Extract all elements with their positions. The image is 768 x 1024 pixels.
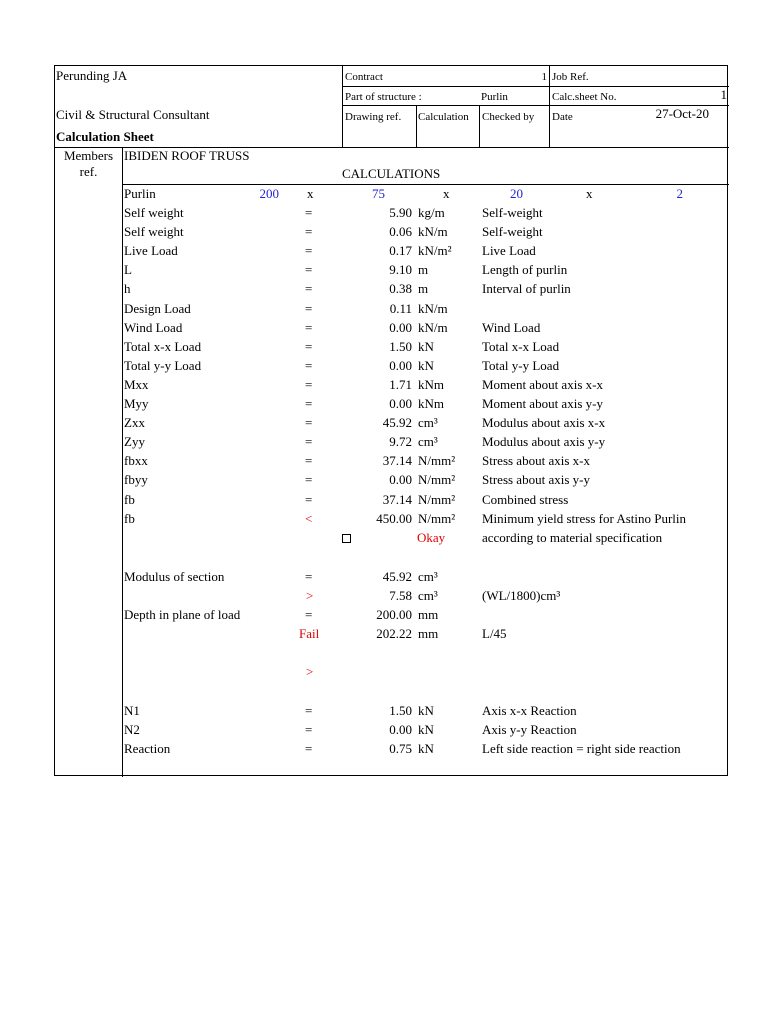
divider [479,105,480,148]
calc-unit: cm³ [418,415,438,431]
calc-unit: kN/m² [418,243,452,259]
depth-label: Depth in plane of load [124,607,241,622]
calc-description: Modulus about axis x-x [482,415,606,431]
calc-unit: N/mm² [418,491,456,507]
calc-operator: = [305,453,313,469]
calc-sheet-label: Calc.sheet No. [552,91,617,103]
part-label: Part of structure : [345,91,422,103]
calc-label: Live Load [124,243,178,259]
okay-status: Okay [417,530,446,545]
calc-label: fbxx [124,453,148,469]
modulus-required-unit: cm³ [418,588,438,603]
reaction-label: N2 [124,722,140,737]
calc-label: Total x-x Load [124,338,202,354]
reaction-description: Axis x-x Reaction [482,703,577,718]
calc-value: 0.06 [389,224,412,240]
calc-value: 9.72 [389,434,412,450]
reaction-description: Axis y-y Reaction [482,722,577,737]
calc-operator: = [305,415,313,431]
calc-sheet-value: 1 [720,87,727,102]
calc-value: 37.14 [382,491,412,507]
purlin-lip: 20 [510,186,523,201]
modulus-compare-operator: > [306,588,314,603]
calc-description: Total y-y Load [482,357,560,373]
depth-operator: = [305,607,313,622]
divider [342,86,729,87]
reaction-unit: kN [418,741,434,756]
reaction-unit: kN [418,703,434,718]
calc-unit: kNm [418,396,444,411]
depth-limit-unit: mm [418,626,439,641]
reaction-value: 0.00 [389,722,412,737]
drawing-ref-label: Drawing ref. [345,111,402,123]
calc-description: Wind Load [482,319,541,335]
reaction-operator: = [305,722,313,737]
calc-description: Minimum yield stress for Astino Purlin [482,510,687,526]
calc-label: Zxx [124,415,145,431]
calc-label: Zyy [124,434,145,450]
calc-unit: kN/m [418,224,448,240]
reaction-value: 0.75 [389,741,412,756]
calc-description: Modulus about axis y-y [482,434,606,450]
calc-label: h [124,281,131,297]
date-value: 27-Oct-20 [655,106,709,121]
calc-value: 0.00 [389,319,412,335]
calc-description: Combined stress [482,491,569,507]
calc-description: Self-weight [482,205,543,220]
calc-value: 0.00 [389,472,412,488]
calc-unit: N/mm² [418,510,456,526]
checkbox-icon [342,534,351,543]
calc-operator: = [305,243,313,259]
calc-label: fb [124,510,135,526]
reaction-description: Left side reaction = right side reaction [482,741,681,756]
calc-value: 37.14 [382,453,412,469]
modulus-formula: (WL/1800)cm³ [482,588,561,603]
times-sign: x [307,186,314,201]
reaction-operator: = [305,703,313,718]
calculations-heading: CALCULATIONS [342,166,441,181]
calc-label: fb [124,491,135,507]
calc-description: Self-weight [482,224,543,240]
calc-description: Live Load [482,243,536,259]
calc-unit: N/mm² [418,472,456,488]
divider [342,66,343,148]
calc-label: L [124,262,132,278]
calc-label: Myy [124,396,149,411]
contract-label: Contract [345,71,383,83]
reaction-label: N1 [124,703,140,718]
modulus-unit: cm³ [418,569,438,584]
part-value: Purlin [481,91,508,103]
calc-operator: = [305,338,313,354]
calc-value: 1.71 [389,376,412,392]
divider [549,66,550,148]
calc-label: Wind Load [124,319,183,335]
calc-description: Length of purlin [482,262,568,278]
contract-value: 1 [541,71,547,83]
calc-operator: = [305,434,313,450]
reaction-label: Reaction [124,741,171,756]
calc-operator: = [305,205,313,220]
calc-unit: kN/m [418,300,448,316]
calc-value: 0.00 [389,396,412,411]
reaction-operator: = [305,741,313,756]
calc-unit: kN [418,357,434,373]
okay-description: according to material specification [482,530,663,545]
calc-value: 0.11 [389,300,412,316]
members-label: Members [63,148,114,163]
calc-unit: kN [418,338,434,354]
divider [416,105,417,148]
modulus-value: 45.92 [382,569,412,584]
calc-description: Moment about axis x-x [482,376,603,392]
calc-label: fbyy [124,472,148,488]
calculation-label: Calculation [418,111,469,123]
calc-description: Total x-x Load [482,338,560,354]
calc-value: 0.17 [389,243,412,259]
calc-operator: = [305,376,313,392]
purlin-thickness: 2 [676,186,683,201]
modulus-operator: = [305,569,313,584]
depth-compare-operator: > [306,664,314,679]
calc-description: Stress about axis x-x [482,453,590,469]
company-name: Perunding JA [56,68,128,83]
depth-unit: mm [418,607,439,622]
checked-by-label: Checked by [482,111,535,123]
calc-operator: = [305,491,313,507]
purlin-width: 75 [372,186,385,201]
calc-value: 450.00 [376,510,412,526]
calc-unit: m [418,262,429,278]
date-label: Date [552,111,573,123]
times-sign: x [443,186,450,201]
purlin-label: Purlin [124,186,156,201]
times-sign: x [586,186,593,201]
depth-fail-status: Fail [299,626,320,641]
calc-unit: kg/m [418,205,445,220]
calc-operator: = [305,472,313,488]
calc-description: Moment about axis y-y [482,396,603,411]
calc-unit: N/mm² [418,453,456,469]
calc-operator: = [305,357,313,373]
divider [122,184,729,185]
calc-operator: = [305,319,313,335]
calc-unit: cm³ [418,434,438,450]
calc-label: Self weight [124,205,184,220]
sheet-title: Calculation Sheet [56,129,154,144]
calc-operator: = [305,300,313,316]
depth-value: 200.00 [376,607,412,622]
calc-value: 1.50 [389,338,412,354]
calc-value: 0.00 [389,357,412,373]
calc-unit: kN/m [418,319,448,335]
calc-label: Total y-y Load [124,357,202,373]
modulus-label: Modulus of section [124,569,225,584]
calc-unit: m [418,281,429,297]
calc-operator: < [305,510,313,526]
calc-value: 9.10 [389,262,412,278]
purlin-depth: 200 [259,186,279,201]
divider [122,147,123,777]
calc-label: Self weight [124,224,184,240]
calc-description: Stress about axis y-y [482,472,590,488]
reaction-value: 1.50 [389,703,412,718]
calc-unit: kNm [418,376,444,392]
calc-label: Design Load [124,300,191,316]
calc-operator: = [305,396,313,411]
depth-limit-value: 202.22 [376,626,412,641]
calc-operator: = [305,281,313,297]
calculation-sheet [54,65,728,776]
company-subtitle: Civil & Structural Consultant [56,107,210,122]
calc-value: 0.38 [389,281,412,297]
depth-limit-formula: L/45 [482,626,507,641]
modulus-required-value: 7.58 [389,588,412,603]
calc-value: 5.90 [389,205,412,220]
members-ref-label: ref. [79,164,98,179]
job-ref-label: Job Ref. [552,71,589,83]
project-title: IBIDEN ROOF TRUSS [124,148,250,163]
calc-operator: = [305,262,313,278]
calc-description: Interval of purlin [482,281,571,297]
reaction-unit: kN [418,722,434,737]
calc-value: 45.92 [382,415,412,431]
calc-operator: = [305,224,313,240]
calc-label: Mxx [124,376,149,392]
